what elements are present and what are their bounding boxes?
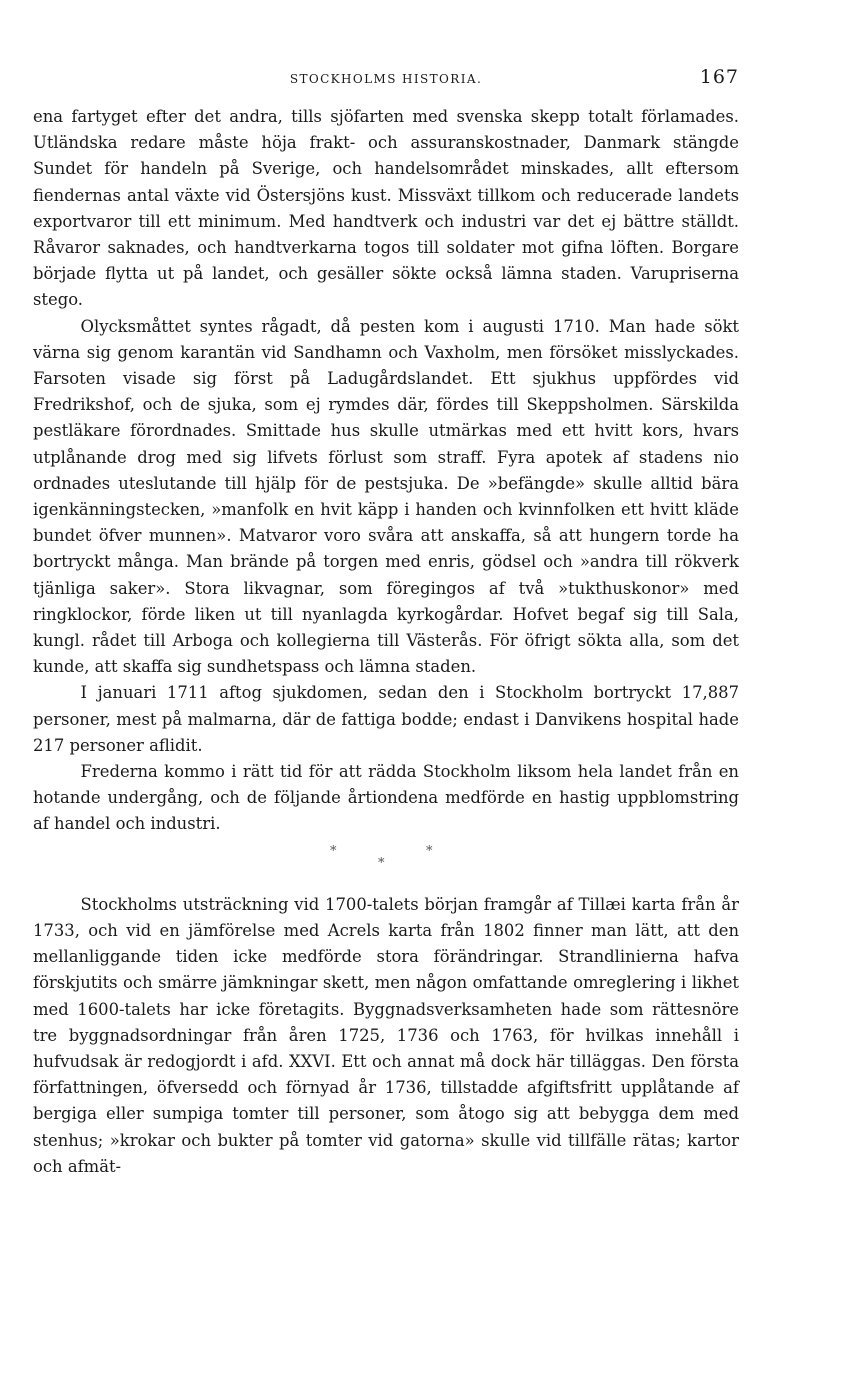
running-title: STOCKHOLMS HISTORIA. [289, 72, 483, 86]
paragraph: I januari 1711 aftog sjukdomen, sedan den i Stockholm bortryckt 17,887 personer, mest på malmarna, där de fattiga bodde; endast i Danvikens hospital hade 217 personer aflidit. [33, 683, 739, 755]
asterisk-glyph: * [330, 843, 337, 859]
paragraph: Olycksmåttet syntes rågadt, då pesten kom i augusti 1710. Man hade sökt värna sig genom karantän vid Sandhamn och Vaxholm, men försöket misslyckades. Farsoten visade sig först på Ladugårdslandet. Ett sjukhus uppfördes vid Fredrikshof, och de sjuka, som ej rymdes där, fördes till Skeppsholmen. Särskilda pestläkare förordnades. Smittade hus skulle utmärkas med ett hvitt kors, hvars utplånande drog med sig lifvets förlust som straff. Fyra apotek af stadens nio ordnades uteslutande till hjälp för de pestsjuka. De »befängde» skulle alltid bära igenkänningstecken, »manfolk en hvit käpp i handen och kvinnfolken ett hvitt kläde bundet öfver munnen». Matvaror voro svåra att anskaffa, så att hungern torde ha bortryckt många. Man brände på torgen med enris, gödsel och »andra till rökverk tjänliga saker». Stora likvagnar, som föregingos af två »tukthuskonor» med ringklockor, förde liken ut till nyanlagda kyrkogårdar. Hofvet begaf sig till Sala, kungl. rådet till Arboga och kollegierna till Västerås. För öfrigt sökta alla, som det kunde, att skaffa sig sundhetspass och lämna staden. [33, 316, 739, 677]
page-header [33, 66, 739, 90]
page-number: 167 [699, 66, 739, 88]
asterisk-glyph: * [426, 843, 433, 859]
paragraph: Stockholms utsträckning vid 1700-talets början framgår af Tillæi karta från år 1733, och vid en jämförelse med Acrels karta från 1802 finner man lätt, att den mellanliggande tiden icke medförde stora förändringar. Strandlinierna hafva förskjutits och smärre jämkningar skett, men någon omfattande omreglering i likhet med 1600-talets har icke företagits. Byggnadsverksamheten hade som rättesnöre tre byggnadsordningar från åren 1725, 1736 och 1763, för hvilkas innehåll i hufvudsak är redogjordt i afd. XXVI. Ett och annat må dock här tilläggas. Den första författningen, öfversedd och förnyad år 1736, tillstadde afgiftsfritt upplåtande af bergiga eller sumpiga tomter till personer, som åtogo sig att bebygga dem med stenhus; »krokar och bukter på tomter vid gatorna» skulle vid tillfälle rätas; kartor och afmät- [33, 894, 739, 1176]
paragraph: Frederna kommo i rätt tid för att rädda Stockholm liksom hela landet från en hotande undergång, och de följande årtiondena medförde en hastig uppblomstring af handel och industri. [33, 762, 739, 834]
section-separator [33, 840, 739, 892]
paragraph: ena fartyget efter det andra, tills sjöfarten med svenska skepp totalt förlamades. Utländska redare måste höja frakt- och assuranskostnader, Danmark stängde Sundet för handeln på Sverige, och handelsområdet minskades, allt eftersom fiendernas antal växte vid Östersjöns kust. Missväxt tillkom och reducerade landets exportvaror till ett minimum. Med handtverk och industri var det ej bättre ställdt. Råvaror saknades, och handtverkarna togos till soldater mot gifna löften. Borgare började flytta ut på landet, och gesäller sökte också lämna staden. Varupriserna stego. [33, 107, 739, 310]
book-page [33, 66, 739, 1180]
asterisk-glyph: * [378, 855, 385, 871]
